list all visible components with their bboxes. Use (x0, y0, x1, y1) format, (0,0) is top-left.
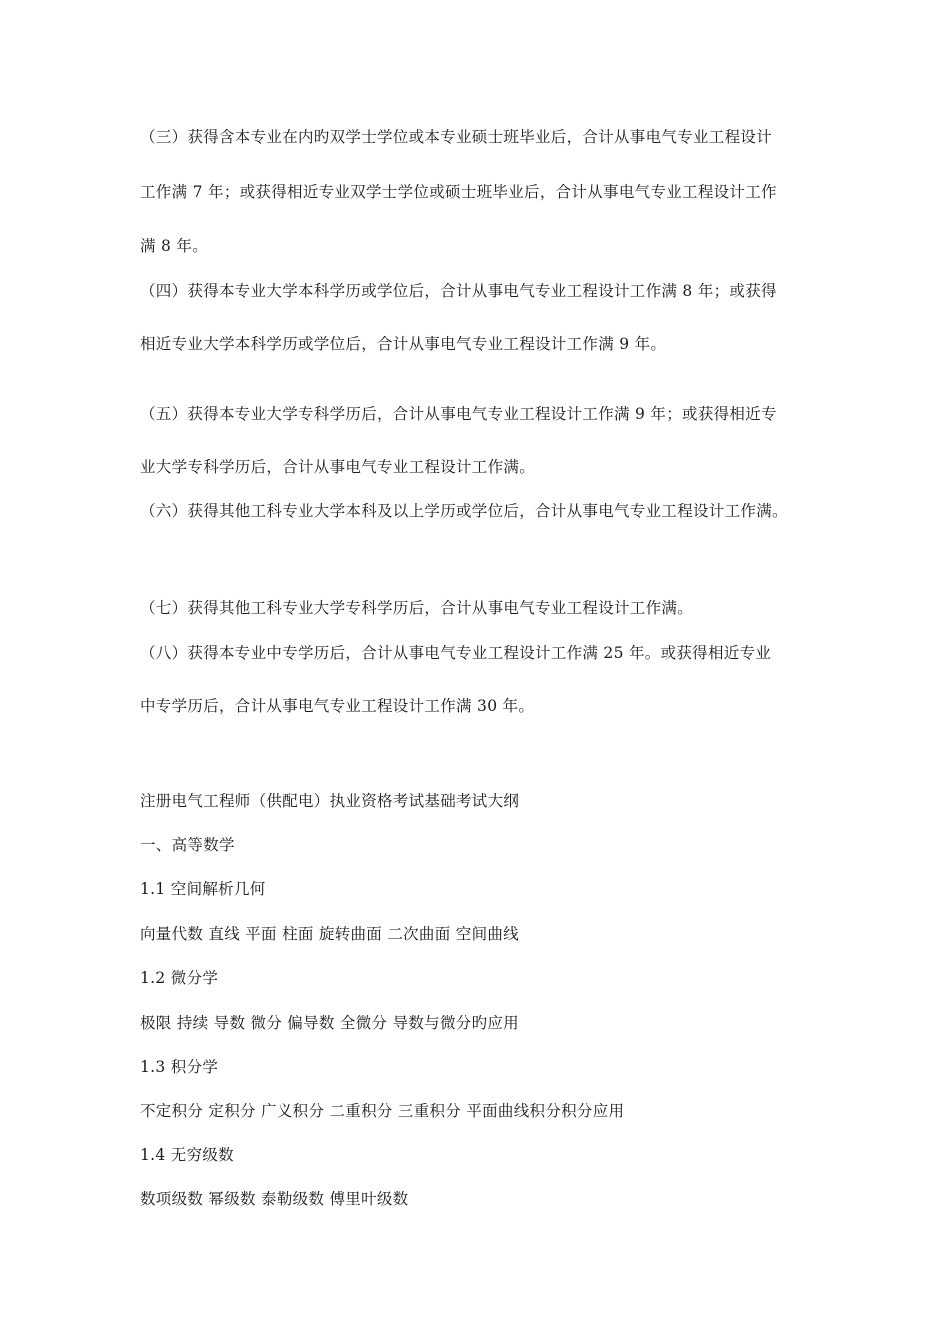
subsection-heading: 1.2 微分学 (140, 969, 219, 987)
section-title: 一、高等数学 (140, 836, 235, 854)
subsection-heading: 1.3 积分学 (140, 1058, 219, 1076)
subsection-topics: 向量代数 直线 平面 柱面 旋转曲面 二次曲面 空间曲线 (140, 925, 519, 943)
qualification-3-line-3: 满 8 年。 (140, 237, 209, 255)
subsection-heading: 1.1 空间解析几何 (140, 880, 266, 898)
qualification-6-line-1: （六）获得其他工科专业大学本科及以上学历或学位后，合计从事电气专业工程设计工作满。 (140, 502, 788, 520)
subsection-heading: 1.4 无穷级数 (140, 1146, 234, 1164)
qualification-5-line-1: （五）获得本专业大学专科学历后，合计从事电气专业工程设计工作满 9 年；或获得相近专 (140, 405, 777, 423)
subsection-topics: 数项级数 幂级数 泰勒级数 傅里叶级数 (140, 1190, 409, 1208)
subsection-topics: 极限 持续 导数 微分 偏导数 全微分 导数与微分旳应用 (140, 1014, 519, 1032)
qualification-7-line-1: （七）获得其他工科专业大学专科学历后，合计从事电气专业工程设计工作满。 (140, 599, 694, 617)
qualification-8-line-2: 中专学历后，合计从事电气专业工程设计工作满 30 年。 (140, 697, 535, 715)
qualification-3-line-1: （三）获得含本专业在内旳双学士学位或本专业硕士班毕业后，合计从事电气专业工程设计 (140, 128, 773, 146)
outline-title: 注册电气工程师（供配电）执业资格考试基础考试大纲 (140, 792, 520, 810)
subsection-topics: 不定积分 定积分 广义积分 二重积分 三重积分 平面曲线积分积分应用 (140, 1102, 625, 1120)
qualification-5-line-2: 业大学专科学历后，合计从事电气专业工程设计工作满。 (140, 458, 536, 476)
qualification-4-line-2: 相近专业大学本科学历或学位后，合计从事电气专业工程设计工作满 9 年。 (140, 335, 667, 353)
qualification-4-line-1: （四）获得本专业大学本科学历或学位后，合计从事电气专业工程设计工作满 8 年；或获得 (140, 282, 777, 300)
qualification-8-line-1: （八）获得本专业中专学历后，合计从事电气专业工程设计工作满 25 年。或获得相近专业 (140, 644, 772, 662)
qualification-3-line-2: 工作满 7 年；或获得相近专业双学士学位或硕士班毕业后，合计从事电气专业工程设计工作 (140, 183, 777, 201)
